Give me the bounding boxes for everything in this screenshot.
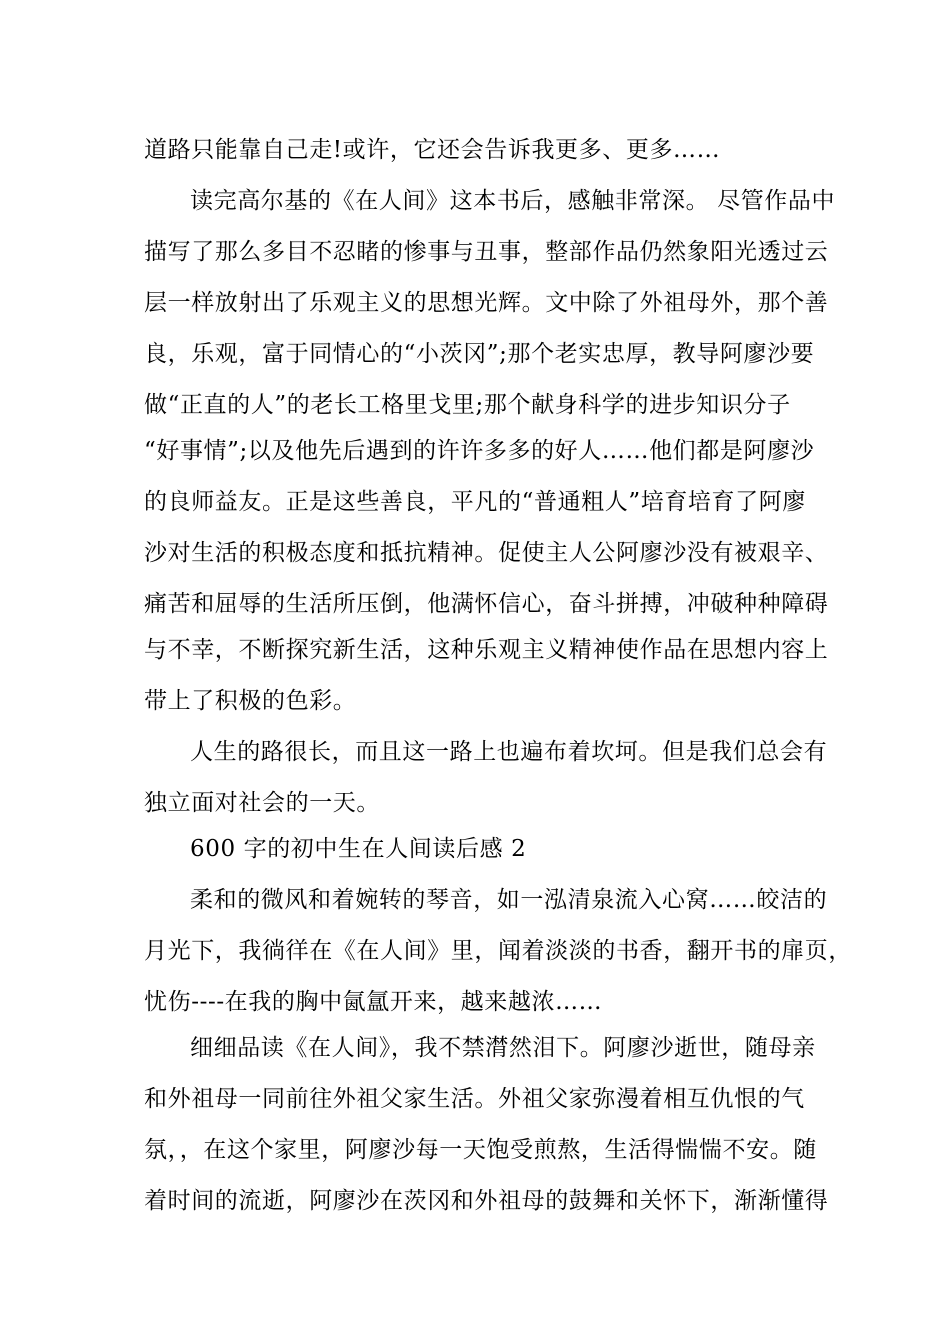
text-line: 忧伤----在我的胸中氤氲开来，越来越浓…… bbox=[144, 989, 603, 1015]
section-heading: 600 字的初中生在人间读后感 2 bbox=[190, 836, 527, 862]
paragraph-first-line: 柔和的微风和着婉转的琴音，如一泓清泉流入心窝……皎洁的 bbox=[190, 887, 828, 913]
paragraph-first-line: 读完高尔基的《在人间》这本书后，感触非常深。 尽管作品中 bbox=[190, 188, 836, 214]
text-line: 做“正直的人”的老长工格里戈里;那个献身科学的进步知识分子 bbox=[144, 392, 791, 418]
text-line: 沙对生活的积极态度和抵抗精神。促使主人公阿廖沙没有被艰辛、 bbox=[144, 540, 829, 566]
text-line: 层一样放射出了乐观主义的思想光辉。文中除了外祖母外，那个善 bbox=[144, 290, 829, 316]
text-line: “好事情”;以及他先后遇到的许许多多的好人……他们都是阿廖沙 bbox=[144, 438, 815, 464]
text-line: 道路只能靠自己走!或许，它还会告诉我更多、更多…… bbox=[144, 137, 721, 163]
text-line: 的良师益友。正是这些善良，平凡的“普通粗人”培育培育了阿廖 bbox=[144, 489, 806, 515]
text-line: 氛，，在这个家里，阿廖沙每一天饱受煎熬，生活得惴惴不安。随 bbox=[144, 1137, 817, 1163]
paragraph-first-line: 人生的路很长，而且这一路上也遍布着坎坷。但是我们总会有 bbox=[190, 739, 828, 765]
text-line: 独立面对社会的一天。 bbox=[144, 790, 380, 816]
text-line: 良，乐观，富于同情心的“小茨冈”;那个老实忠厚，教导阿廖沙要 bbox=[144, 341, 815, 367]
paragraph-first-line: 细细品读《在人间》，我不禁潸然泪下。阿廖沙逝世，随母亲 bbox=[190, 1035, 816, 1061]
text-line: 着时间的流逝，阿廖沙在茨冈和外祖母的鼓舞和关怀下，渐渐懂得 bbox=[144, 1188, 829, 1214]
text-line: 月光下，我徜徉在《在人间》里，闻着淡淡的书香，翻开书的扉页， bbox=[144, 938, 852, 964]
text-line: 带上了积极的色彩。 bbox=[144, 688, 357, 714]
text-line: 与不幸，不断探究新生活，这种乐观主义精神使作品在思想内容上 bbox=[144, 637, 829, 663]
text-line: 痛苦和屈辱的生活所压倒，他满怀信心，奋斗拼搏，冲破种种障碍 bbox=[144, 591, 829, 617]
text-line: 描写了那么多目不忍睹的惨事与丑事，整部作品仍然象阳光透过云 bbox=[144, 239, 829, 265]
text-line: 和外祖母一同前往外祖父家生活。外祖父家弥漫着相互仇恨的气 bbox=[144, 1086, 805, 1112]
